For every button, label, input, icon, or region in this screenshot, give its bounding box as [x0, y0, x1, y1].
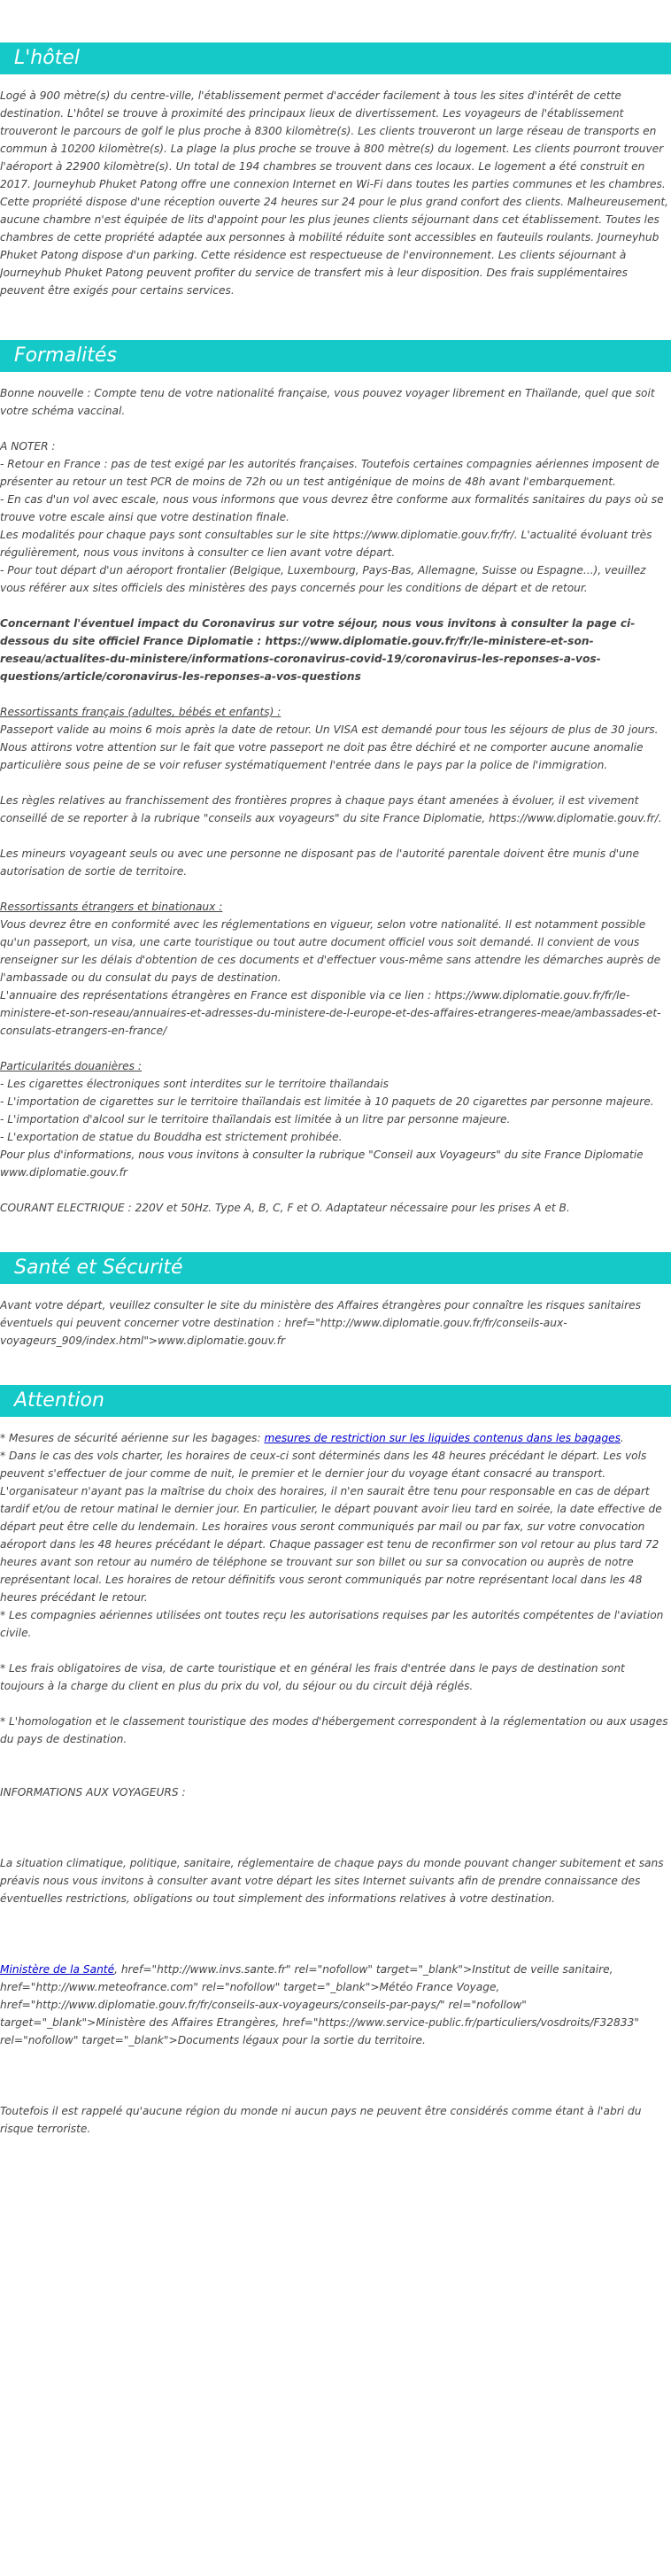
official-links	[0, 1961, 671, 2049]
airlines-authorization: * Les compagnies aériennes utilisées ont toutes reçu les autorisations requises par les autorités compétentes de l'aviation civile.	[0, 1609, 664, 1639]
sante-heading: Santé et Sécurité	[0, 1252, 671, 1284]
charter-flights-notice: * Dans le cas des vols charter, les horaires de ceux-ci sont déterminés dans les 48 heures précédant le départ. Les vols peuvent s'effectuer de jour comme de nuit, le premier et le dernier jour du voyage étant consacré au transport. L'organisateur n'ayant pas la maîtrise du choix des horaires, il n'en saurait être tenu pour responsable en cas de départ tardif et/ou de retour matinal le dernier jour. En particulier, le départ pouvant avoir lieu tard en soirée, la date effective de départ peut être celle du lendemain. Les horaires vous seront communiqués par mail ou par fax, sur votre convocation aéroport dans les 48 heures précédant le départ. Chaque passager est tenu de reconfirmer son vol retour au plus tard 72 heures avant son retour au numéro de téléphone se trouvant sur son billet ou sur sa convocation ou auprès de notre représentant local. Les horaires de retour définitifs vous seront communiqués par notre représentant local dans les 48 heures précédant le retour.	[0, 1450, 662, 1604]
sante-section	[0, 1252, 671, 1350]
customs-item: - L'importation de cigarettes sur le territoire thaïlandais est limitée à 10 paquets de 20 cigarettes par personne majeure.	[0, 1095, 654, 1108]
foreign-nationals-heading: Ressortissants étrangers et binationaux :	[0, 901, 223, 913]
french-nationals-text: Passeport valide au moins 6 mois après la date de retour. Un VISA est demandé pour tous les séjours de plus de 30 jours. Nous attirons votre attention sur le fait que votre passeport ne doit pas être déchiré et ne comporter aucune anomalie particulière sous peine de se voir refuser systématiquement l'entrée dans le pays par la police de l'immigration.	[0, 723, 659, 771]
baggage-security-text: * Mesures de sécurité aérienne sur les bagages:	[0, 1432, 265, 1444]
official-links-text: , href="http://www.invs.sante.fr" rel="nofollow" target="_blank">Institut de veille sanitaire, href="http://www.meteofrance.com" rel="nofollow" target="_blank">Météo France Voyage, href="http://www.diplomatie.gouv.fr/fr/conseils-aux-voyageurs/conseils-par-pays/" rel="nofollow" target="_blank">Ministère des Affaires Etrangères, href="https://www.service-public.fr/particuliers/vosdroits/F32833" rel="nofollow" target="_blank">Documents légaux pour la sortie du territoire.	[0, 1963, 639, 2046]
visa-fees-notice: * Les frais obligatoires de visa, de carte touristique et en général les frais d'entrée dans le pays de destination sont toujours à la charge du client en plus du prix du vol, du séjour ou du circuit déjà réglés.	[0, 1662, 625, 1692]
attention-heading: Attention	[0, 1385, 671, 1417]
border-rules: Les règles relatives au franchissement des frontières propres à chaque pays étant amenées à évoluer, il est vivement conseillé de se reporter à la rubrique "conseils aux voyageurs" du site France Diplomatie, https://www.diplomatie.gouv.fr/.	[0, 794, 662, 824]
note-item: - En cas d'un vol avec escale, nous vous informons que vous devrez être conforme aux formalités sanitaires du pays où se trouve votre escale ainsi que votre destination finale.	[0, 493, 664, 523]
hotel-heading: L'hôtel	[0, 43, 671, 74]
formalites-intro: Bonne nouvelle : Compte tenu de votre nationalité française, vous pouvez voyager librement en Thaïlande, quel que soit votre schéma vaccinal.	[0, 387, 655, 417]
traveler-info-heading: INFORMATIONS AUX VOYAGEURS :	[0, 1786, 186, 1799]
customs-item: - Les cigarettes électroniques sont interdites sur le territoire thaïlandais	[0, 1078, 389, 1090]
embassy-directory: L'annuaire des représentations étrangères en France est disponible via ce lien : https://www.diplomatie.gouv.fr/fr/le-ministere-et-son-reseau/annuaires-et-adresses-du-ministere-de-l-europe-et-des-affaires-etrangeres-meae/ambassades-et-consulats-etrangers-en-france/	[0, 989, 661, 1037]
attention-section	[0, 1385, 671, 2138]
formalites-heading: Formalités	[0, 340, 671, 372]
note-item: - Pour tout départ d'un aéroport frontalier (Belgique, Luxembourg, Pays-Bas, Allemagne, Suisse ou Espagne...), veuillez vous référer aux sites officiels des ministères des pays concernés pour les conditions de départ et de retour.	[0, 564, 646, 594]
customs-heading: Particularités douanières :	[0, 1060, 143, 1072]
baggage-security-end: .	[620, 1432, 624, 1444]
baggage-security	[0, 1429, 671, 1447]
note-item: - Retour en France : pas de test exigé par les autorités françaises. Toutefois certaines compagnies aériennes imposent de présenter au retour un test PCR de moins de 72h ou un test antigénique de moins de 48h avant l'embarquement.	[0, 458, 659, 488]
customs-more-info: Pour plus d'informations, nous vous invitons à consulter la rubrique "Conseil aux Voyageurs" du site France Diplomatie www.diplomatie.gouv.fr	[0, 1149, 644, 1179]
accommodation-classification: * L'homologation et le classement touristique des modes d'hébergement correspondent à la réglementation ou aux usages du pays de destination.	[0, 1715, 668, 1745]
traveler-info-text: La situation climatique, politique, sanitaire, réglementaire de chaque pays du monde pouvant changer subitement et sans préavis nous vous invitons à consulter avant votre départ les sites Internet suivants afin de prendre connaissance des éventuelles restrictions, obligations ou tout simplement des informations relatives à votre destination.	[0, 1857, 664, 1905]
customs-item: - L'exportation de statue du Bouddha est strictement prohibée.	[0, 1131, 343, 1143]
minors-notice: Les mineurs voyageant seuls ou avec une personne ne disposant pas de l'autorité parentale doivent être munis d'une autorisation de sortie de territoire.	[0, 847, 640, 878]
customs-item: - L'importation d'alcool sur le territoire thaïlandais est limitée à un litre par personne majeure.	[0, 1113, 511, 1126]
terror-risk-notice: Toutefois il est rappelé qu'aucune région du monde ni aucun pays ne peuvent être considérés comme étant à l'abri du risque terroriste.	[0, 2105, 642, 2135]
liquids-restriction-link[interactable]: mesures de restriction sur les liquides contenus dans les bagages	[264, 1432, 621, 1444]
health-ministry-link[interactable]: Ministère de la Santé	[0, 1963, 115, 1976]
french-nationals-heading: Ressortissants français (adultes, bébés et enfants) :	[0, 706, 282, 718]
sante-text: Avant votre départ, veuillez consulter le site du ministère des Affaires étrangères pour connaître les risques sanitaires éventuels qui peuvent concerner votre destination : href="http://www.diplomatie.gouv.fr/fr/conseils-aux-voyageurs_909/index.html">www.diplomatie.gouv.fr	[0, 1299, 641, 1347]
foreign-nationals-text: Vous devrez être en conformité avec les réglementations en vigueur, selon votre nationalité. Il est notamment possible qu'un passeport, un visa, une carte touristique ou tout autre document officiel vous soit demandé. Il convient de vous renseigner sur les délais d'obtention de ces documents et d'effectuer vous-même sans attendre les démarches auprès de l'ambassade ou du consulat du pays de destination.	[0, 918, 661, 984]
electric-info: COURANT ELECTRIQUE : 220V et 50Hz. Type A, B, C, F et O. Adaptateur nécessaire pour les prises A et B.	[0, 1202, 570, 1214]
covid-notice: Concernant l'éventuel impact du Coronavirus sur votre séjour, nous vous invitons à consulter la page ci-dessous du site officiel France Diplomatie : https://www.diplomatie.gouv.fr/fr/le-ministere-et-son-reseau/actualites-du-ministere/informations-coronavirus-covid-19/coronavirus-les-reponses-a-vos-questions/article/coronavirus-les-reponses-a-vos-questions	[0, 617, 636, 683]
note-label: A NOTER :	[0, 440, 56, 453]
hotel-section	[0, 43, 671, 299]
formalites-section	[0, 340, 671, 1217]
hotel-description: Logé à 900 mètre(s) du centre-ville, l'établissement permet d'accéder facilement à tous les sites d'intérêt de cette destination. L'hôtel se trouve à proximité des principaux lieux de divertissement. Les voyageurs de l'établissement trouveront le parcours de golf le plus proche à 8300 kilomètre(s). Les clients trouveront un large réseau de transports en commun à 10200 kilomètre(s). La plage la plus proche se trouve à 800 mètre(s) du logement. Les clients pourront trouver l'aéroport à 22900 kilomètre(s). Un total de 194 chambres se trouvent dans ces locaux. Le logement a été construit en 2017. Journeyhub Phuket Patong offre une connexion Internet en Wi-Fi dans toutes les parties communes et les chambres. Cette propriété dispose d'une réception ouverte 24 heures sur 24 pour le plus grand confort des clients. Malheureusement, aucune chambre n'est équipée de lits d'appoint pour les plus jeunes clients séjournant dans cet établissement. Toutes les chambres de cette propriété adaptée aux personnes à mobilité réduite sont accessibles en fauteuils roulants. Journeyhub Phuket Patong dispose d'un parking. Cette résidence est respectueuse de l'environnement. Les clients séjournant à Journeyhub Phuket Patong peuvent profiter du service de transfert mis à leur disposition. Des frais supplémentaires peuvent être exigés pour certains services.	[0, 89, 668, 297]
note-item: Les modalités pour chaque pays sont consultables sur le site https://www.diplomatie.gouv.fr/fr/. L'actualité évoluant très régulièrement, nous vous invitons à consulter ce lien avant votre départ.	[0, 529, 652, 559]
